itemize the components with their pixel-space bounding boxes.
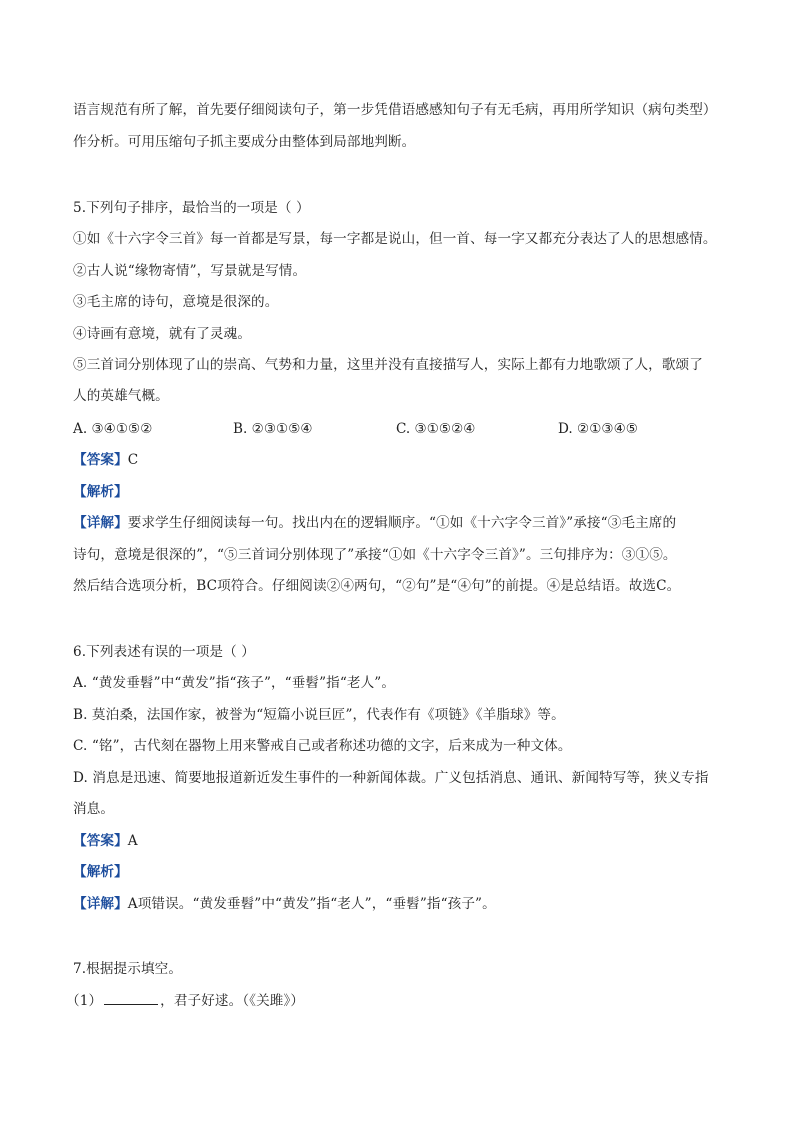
question-7-item-1 bbox=[66, 991, 304, 1011]
intro-line-1: 语言规范有所了解，首先要仔细阅读句子，第一步凭借语感感知句子有无毛病，再用所学知识（病句类型） bbox=[73, 102, 717, 118]
question-6-stem: 6.下列表述有误的一项是（ ） bbox=[73, 644, 255, 660]
question-5-sentence-3: ③毛主席的诗句，意境是很深的。 bbox=[73, 294, 279, 310]
item-suffix: ，君子好逑。（《关雎》） bbox=[160, 993, 305, 1009]
detail-text: 要求学生仔细阅读每一句。找出内在的逻辑顺序。“①如《十六字令三首》”承接“③毛主席的 bbox=[127, 515, 677, 531]
question-5-sentence-5b: 人的英雄气概。 bbox=[73, 388, 169, 404]
question-6-detail-1 bbox=[73, 894, 496, 914]
fill-in-blank bbox=[104, 991, 158, 1005]
item-prefix: （1） bbox=[66, 993, 103, 1009]
answer-value: C bbox=[127, 452, 139, 468]
question-5-detail-3: 然后结合选项分析，BC项符合。仔细阅读②④两句，“②句”是“④句”的前提。④是总结语。故选C。 bbox=[73, 578, 681, 594]
question-5-option-b: B. ②③①⑤④ bbox=[233, 421, 313, 437]
detail-tag: 【详解】 bbox=[73, 515, 128, 531]
question-5-analysis bbox=[73, 482, 128, 502]
question-6-option-a: A. “黄发垂髫”中“黄发”指“孩子”，“垂髫”指“老人”。 bbox=[73, 675, 396, 691]
question-6-answer bbox=[73, 831, 138, 851]
question-5-sentence-5a: ⑤三首词分别体现了山的崇高、气势和力量，这里并没有直接描写人，实际上都有力地歌颂了人，歌颂了 bbox=[73, 357, 703, 373]
question-6-option-c: C. “铭”，古代刻在器物上用来警戒自己或者称述功德的文字，后来成为一种文体。 bbox=[73, 738, 572, 754]
question-7-stem: 7.根据提示填空。 bbox=[73, 961, 183, 977]
analysis-tag: 【解析】 bbox=[73, 484, 128, 500]
question-5-sentence-2: ②古人说“缘物寄情”，写景就是写情。 bbox=[73, 263, 307, 279]
question-6-option-d-line-2: 消息。 bbox=[73, 801, 115, 817]
question-5-option-a: A. ③④①⑤② bbox=[73, 421, 153, 437]
question-5-detail-2: 诗句，意境是很深的”，“⑤三首词分别体现了”承接“①如《十六字令三首》”。三句排序为：③①⑤。 bbox=[73, 547, 677, 563]
answer-value: A bbox=[127, 833, 138, 849]
question-5-sentence-4: ④诗画有意境，就有了灵魂。 bbox=[73, 326, 252, 342]
question-6-option-b: B. 莫泊桑，法国作家，被誉为“短篇小说巨匠”，代表作有《项链》《羊脂球》等。 bbox=[73, 707, 565, 723]
answer-tag: 【答案】 bbox=[73, 452, 128, 468]
question-5-option-d: D. ②①③④⑤ bbox=[558, 421, 638, 437]
detail-tag: 【详解】 bbox=[73, 896, 128, 912]
question-6-option-d-line-1: D. 消息是迅速、简要地报道新近发生事件的一种新闻体裁。广义包括消息、通讯、新闻特写等，狭义专指 bbox=[73, 770, 709, 786]
question-6-analysis bbox=[73, 862, 128, 882]
question-5-option-c: C. ③①⑤②④ bbox=[396, 421, 476, 437]
question-5-detail-1 bbox=[73, 513, 676, 533]
question-5-sentence-1: ①如《十六字令三首》每一首都是写景，每一字都是说山，但一首、每一字又都充分表达了人的思想感情。 bbox=[73, 231, 717, 247]
question-5-answer bbox=[73, 450, 138, 470]
intro-line-2: 作分析。可用压缩句子抓主要成分由整体到局部地判断。 bbox=[73, 134, 416, 150]
analysis-tag: 【解析】 bbox=[73, 864, 128, 880]
detail-text: A项错误。“黄发垂髫”中“黄发”指“老人”，“垂髫”指“孩子”。 bbox=[127, 896, 496, 912]
question-5-stem: 5.下列句子排序，最恰当的一项是（ ） bbox=[73, 200, 310, 216]
answer-tag: 【答案】 bbox=[73, 833, 128, 849]
